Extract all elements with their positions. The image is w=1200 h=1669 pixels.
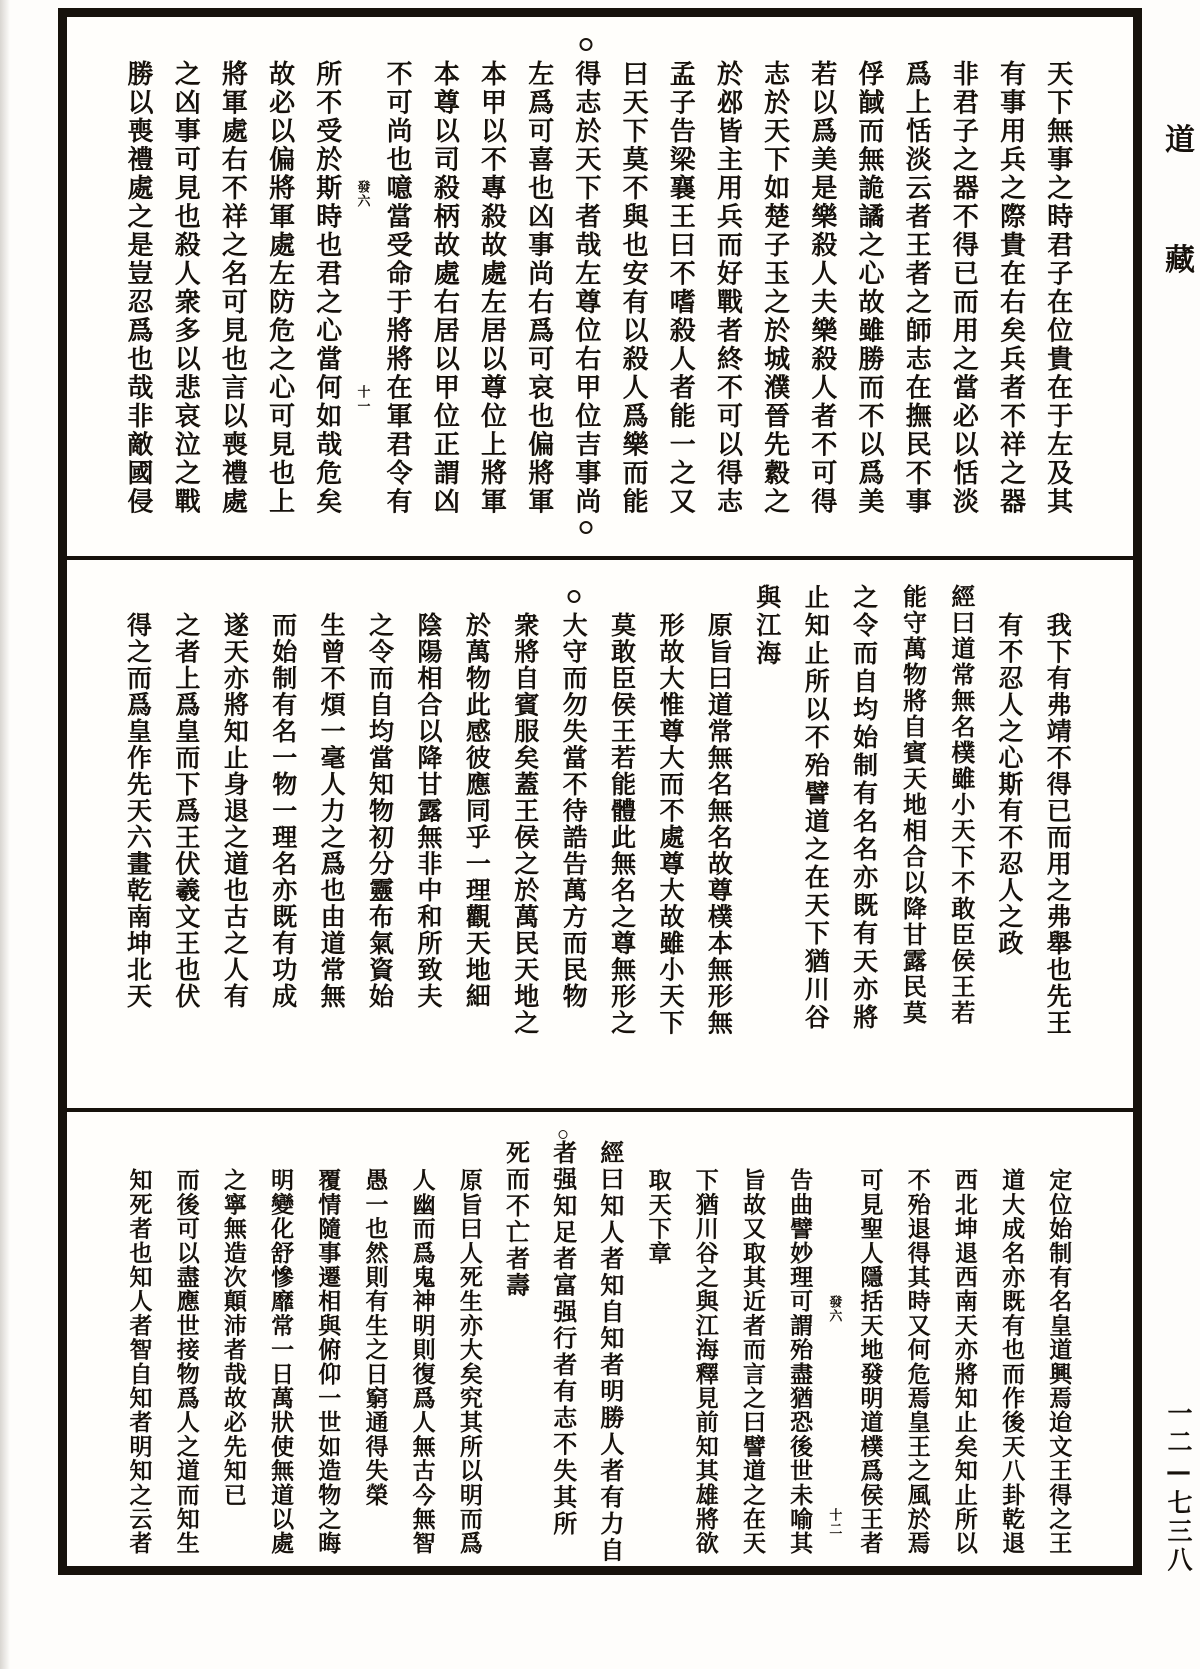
column-text: 告曲譬妙理可謂殆盡猶恐後世未喻其 [786, 1168, 813, 1556]
column-text: 止知止所以不殆譬道之在天下猶川谷 [801, 584, 831, 1032]
column-text: 之凶事可見也殺人衆多以悲哀泣之戰 [170, 60, 201, 516]
commentary-column [696, 560, 742, 1108]
commentary-column [988, 17, 1034, 556]
commentary-column [1035, 560, 1081, 1108]
commentary-column [563, 17, 609, 556]
column-text: 大守而勿失當不待誥告萬方而民物 [559, 612, 589, 1010]
section-circle-mark [558, 1130, 567, 1139]
commentary-column [309, 560, 355, 1108]
volume-page-number: 一二—七三八 [1164, 1400, 1193, 1575]
column-text: 下猶川谷之與江海釋見前知其雄將欲 [691, 1168, 718, 1556]
commentary-column [209, 17, 255, 556]
column-text: 死而不亡者壽 [501, 1140, 530, 1299]
commentary-column [398, 1112, 444, 1566]
commentary-column [704, 17, 750, 556]
column-text: 陰陽相合以降甘露無非中和所致夫 [413, 612, 443, 1010]
commentary-column [445, 1112, 491, 1566]
column-text: 志於天下如楚子玉之於城濮晉先縠之 [759, 60, 790, 516]
commentary-column [304, 17, 350, 556]
commentary-column [163, 560, 209, 1108]
column-text: 於萬物此感彼應同乎一理觀天地細 [462, 612, 492, 1010]
column-text: 者强知足者富强行者有志不失其所 [548, 1140, 577, 1538]
column-text: 於邲皆主用兵而好戰者終不可以得志 [712, 60, 743, 516]
column-text: 曰天下莫不與也安有以殺人爲樂而能 [618, 60, 649, 516]
column-text: 爲上恬淡云者王者之師志在撫民不事 [901, 60, 932, 516]
column-text: 之令而自均當知物初分靈布氣資始 [365, 612, 395, 1010]
column-text: 愚一也然則有生之日窮通得失榮 [361, 1168, 388, 1507]
commentary-column [212, 560, 258, 1108]
commentary-column [421, 17, 467, 556]
column-text: 俘馘而無詭譎之心故雖勝而不以爲美 [854, 60, 884, 516]
commentary-column [209, 1112, 255, 1566]
commentary-column [374, 17, 420, 556]
column-text: 本甲以不專殺故處左居以尊位上將軍 [476, 60, 507, 516]
register-bottom [67, 1112, 1133, 1566]
folio-note-column [823, 1112, 845, 1566]
column-text: 孟子告梁襄王曰不嗜殺人者能一之又 [665, 60, 696, 516]
commentary-column [940, 17, 986, 556]
canon-title-label-dao: 道 [1165, 123, 1195, 158]
column-text: 經曰道常無名樸雖小天下不敢臣侯王若 [946, 584, 975, 1026]
column-text: 不可尚也噫當受命于將將在軍君令有 [382, 60, 413, 516]
commentary-column [893, 17, 939, 556]
column-text: 所不受於斯時也君之心當何如哉危矣 [311, 60, 342, 516]
column-text: 而後可以盡應世接物爲人之道而知生 [172, 1168, 199, 1556]
column-text: 有事用兵之際貴在右矣兵者不祥之器 [995, 60, 1026, 516]
scripture-column [938, 560, 984, 1108]
column-text: 勝以喪禮處之是豈忍爲也哉非敵國侵 [123, 60, 153, 516]
commentary-column [115, 17, 161, 556]
column-text: 將軍處右不祥之名可見也言以喪禮處 [217, 60, 248, 516]
column-text: 而始制有名一物一理名亦既有功成 [268, 612, 298, 1010]
column-text: 遂天亦將知止身退之道也古之人有 [220, 612, 250, 1010]
column-text: 覆情隨事遷相與俯仰一世如造物之晦 [314, 1168, 341, 1556]
commentary-column [634, 1112, 680, 1566]
commentary-column [162, 17, 208, 556]
column-text: 人幽而爲鬼神明則復爲人無古今無智 [408, 1168, 435, 1556]
column-text: 定位始制有名皇道興焉迨文王得之王 [1045, 1168, 1072, 1556]
canon-title-label-zang: 藏 [1165, 243, 1195, 278]
scripture-column [890, 560, 936, 1108]
column-text: 原旨曰道常無名無名故尊樸本無形無 [704, 612, 734, 1036]
commentary-column [986, 560, 1032, 1108]
column-text: 西北坤退西南天亦將知止矣知止所以 [950, 1168, 977, 1556]
commentary-column [516, 17, 562, 556]
folio-note: 十一 [354, 385, 370, 413]
column-text: 形故大惟尊大而不處尊大故雖小天下 [655, 612, 685, 1036]
commentary-column [454, 560, 500, 1108]
commentary-column [1035, 1112, 1081, 1566]
commentary-column [599, 560, 645, 1108]
commentary-column [893, 1112, 939, 1566]
text-frame [58, 8, 1142, 1575]
commentary-column [657, 17, 703, 556]
column-text: 之者上爲皇而下爲王伏羲文王也伏 [171, 612, 201, 1010]
folio-note-column [351, 17, 373, 556]
commentary-column [647, 560, 693, 1108]
column-text: 得之而爲皇作先天六畫乾南坤北天 [123, 612, 153, 1010]
commentary-column [728, 1112, 774, 1566]
register-middle [67, 560, 1133, 1108]
column-text: 得志於天下者哉左尊位右甲位吉事尚 [570, 60, 601, 516]
commentary-column [351, 1112, 397, 1566]
commentary-column [115, 1112, 161, 1566]
commentary-column [304, 1112, 350, 1566]
commentary-column [469, 17, 515, 556]
commentary-column [752, 17, 798, 556]
column-text: 旨故又取其近者而言之曰譬道之在天 [738, 1168, 765, 1556]
commentary-column [681, 1112, 727, 1566]
commentary-column [776, 1112, 822, 1566]
column-text: 生曾不煩一毫人力之爲也由道常無 [317, 612, 347, 1010]
folio-note: 發六 [354, 180, 370, 208]
scripture-column [793, 560, 839, 1108]
commentary-column [940, 1112, 986, 1566]
column-text: 衆將自賓服矣蓋王侯之於萬民天地之 [510, 612, 540, 1036]
column-text: 本尊以司殺柄故處右居以甲位正謂凶 [429, 60, 460, 516]
column-text: 經曰知人者知自知者明勝人者有力自 [595, 1140, 624, 1564]
column-text: 知死者也知人者智自知者明知之云者 [125, 1168, 152, 1556]
commentary-column [610, 17, 656, 556]
column-text: 原旨曰人死生亦大矣究其所以明而爲 [455, 1168, 482, 1556]
column-text: 可見聖人隱括天地發明道樸爲侯王者 [856, 1168, 883, 1556]
commentary-column [846, 17, 892, 556]
folio-note: 發六 [826, 1295, 842, 1323]
commentary-column [988, 1112, 1034, 1566]
column-text: 天下無事之時君子在位貴在于左及其 [1042, 60, 1073, 516]
scripture-column [841, 560, 887, 1108]
commentary-column [357, 560, 403, 1108]
scripture-column [493, 1112, 539, 1566]
column-text: 左爲可喜也凶事尚右爲可哀也偏將軍 [523, 60, 554, 516]
commentary-column [257, 17, 303, 556]
scan-edge-shadow [0, 0, 10, 1669]
column-text: 莫敢臣侯王若能體此無名之尊無形之 [607, 612, 637, 1036]
commentary-column [846, 1112, 892, 1566]
commentary-column [115, 560, 161, 1108]
column-text: 道大成名亦既有也而作後天八卦乾退 [998, 1168, 1025, 1556]
column-text: 故必以偏將軍處左防危之心可見也上 [264, 60, 295, 516]
column-text: 之令而自均始制有名名亦既有天亦將 [849, 584, 879, 1032]
commentary-column [1035, 17, 1081, 556]
commentary-column [799, 17, 845, 556]
commentary-column [551, 560, 597, 1108]
column-text: 之寧無造次顛沛者哉故必先知已 [219, 1168, 246, 1507]
column-text: 不殆退得其時又何危焉皇王之風於焉 [903, 1168, 930, 1556]
register-top [67, 17, 1133, 556]
commentary-column [257, 1112, 303, 1566]
commentary-column [502, 560, 548, 1108]
column-text: 明變化舒慘靡常一日萬狀使無道以處 [267, 1168, 294, 1556]
column-text: 有不忍人之心斯有不忍人之政 [994, 612, 1024, 957]
column-text: 取天下章 [644, 1168, 671, 1265]
column-text: 非君子之器不得已而用之當必以恬淡 [948, 60, 979, 516]
commentary-column [162, 1112, 208, 1566]
section-circle-mark [567, 590, 580, 603]
scripture-column [540, 1112, 586, 1566]
column-text: 我下有弗靖不得已而用之弗舉也先王 [1043, 612, 1073, 1036]
column-text: 與江海 [752, 584, 782, 668]
commentary-column [405, 560, 451, 1108]
section-circle-mark [579, 521, 592, 534]
column-text: 若以爲美是樂殺人夫樂殺人者不可得 [806, 60, 837, 516]
section-circle-mark [579, 38, 592, 51]
scripture-column [587, 1112, 633, 1566]
scripture-column [744, 560, 790, 1108]
commentary-column [260, 560, 306, 1108]
folio-note: 十二 [826, 1508, 842, 1536]
column-text: 能守萬物將自賓天地相合以降甘露民莫 [898, 584, 927, 1026]
